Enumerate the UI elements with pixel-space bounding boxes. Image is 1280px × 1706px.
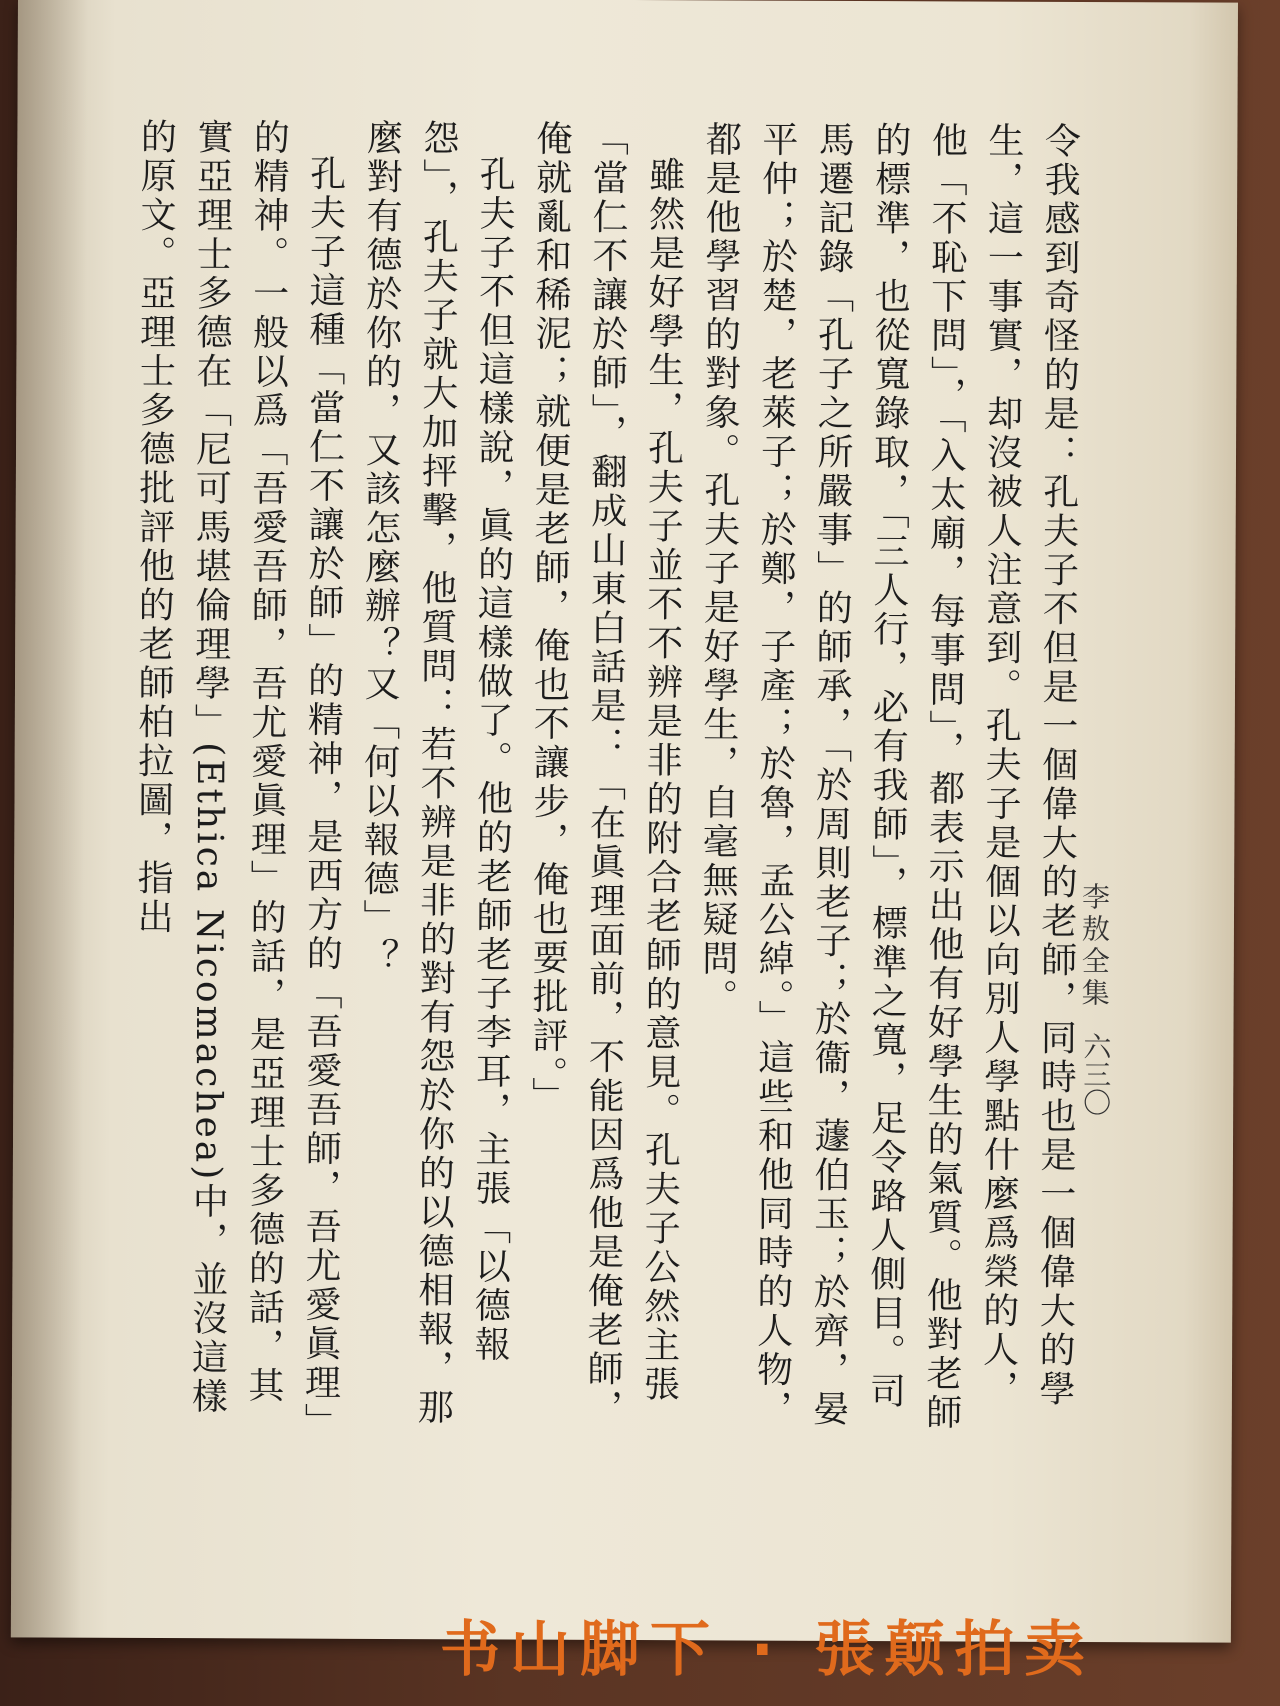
page-gutter-shadow <box>11 0 88 1638</box>
book-page <box>11 0 1238 1643</box>
paragraph-2: 雖然是好學生，孔夫子並不不辨是非的附合老師的意見。孔夫子公然主張「當仁不讓於師」，翻成山東白話是：「在眞理面前，不能因爲他是俺老師，俺就亂和稀泥；就便是老師，俺也不讓步，俺也要批評。」 <box>526 119 685 1428</box>
paragraph-3: 孔夫子不但這樣說，眞的這樣做了。他的老師老子李耳，主張「以德報怨」，孔夫子就大加抨擊，他質問：若不辨是非的對有怨於你的以德相報，那麼對有德於你的，又該怎麼辦？又「何以報德」？ <box>357 118 516 1428</box>
watermark-text: 书山脚下 · 張颠拍卖 <box>440 1615 1095 1685</box>
body-text <box>131 117 1088 1442</box>
page-number: 六三〇 <box>1079 1031 1113 1117</box>
paragraph-4: 孔夫子這種「當仁不讓於師」的精神，是西方的「吾愛吾師，吾尤愛眞理」的精神。一般以爲「吾愛吾師，吾尤愛眞理」的話，是亞理士多德的話，其實亞理士多德在「尼可馬堪倫理學」(Ethica Nicomachea)中，並沒這樣的原文。亞理士多德批評他的老師柏拉圖，指出 <box>131 117 346 1424</box>
paragraph-1: 令我感到奇怪的是：孔夫子不但是一個偉大的老師，同時也是一個偉大的學生，這一事實，却沒被人注意到。孔夫子是個以向別人學點什麼爲榮的人，他「不恥下問」，「入太廟，每事問」，都表示出他有好學生的氣質。他對老師的標準，也從寬錄取，「三人行，必有我師」，標準之寬，足令路人側目。司馬遷記錄「孔子之所嚴事」的師承，「於周則老子；於衞，蘧伯玉；於齊，晏平仲；於楚，老萊子；於鄭，子產；於魯，孟公綽。」這些和他同時的人物，都是他學習的對象。孔夫子是好學生，自毫無疑問。 <box>696 120 1081 1433</box>
running-header: 李敖全集 <box>1077 881 1112 1011</box>
